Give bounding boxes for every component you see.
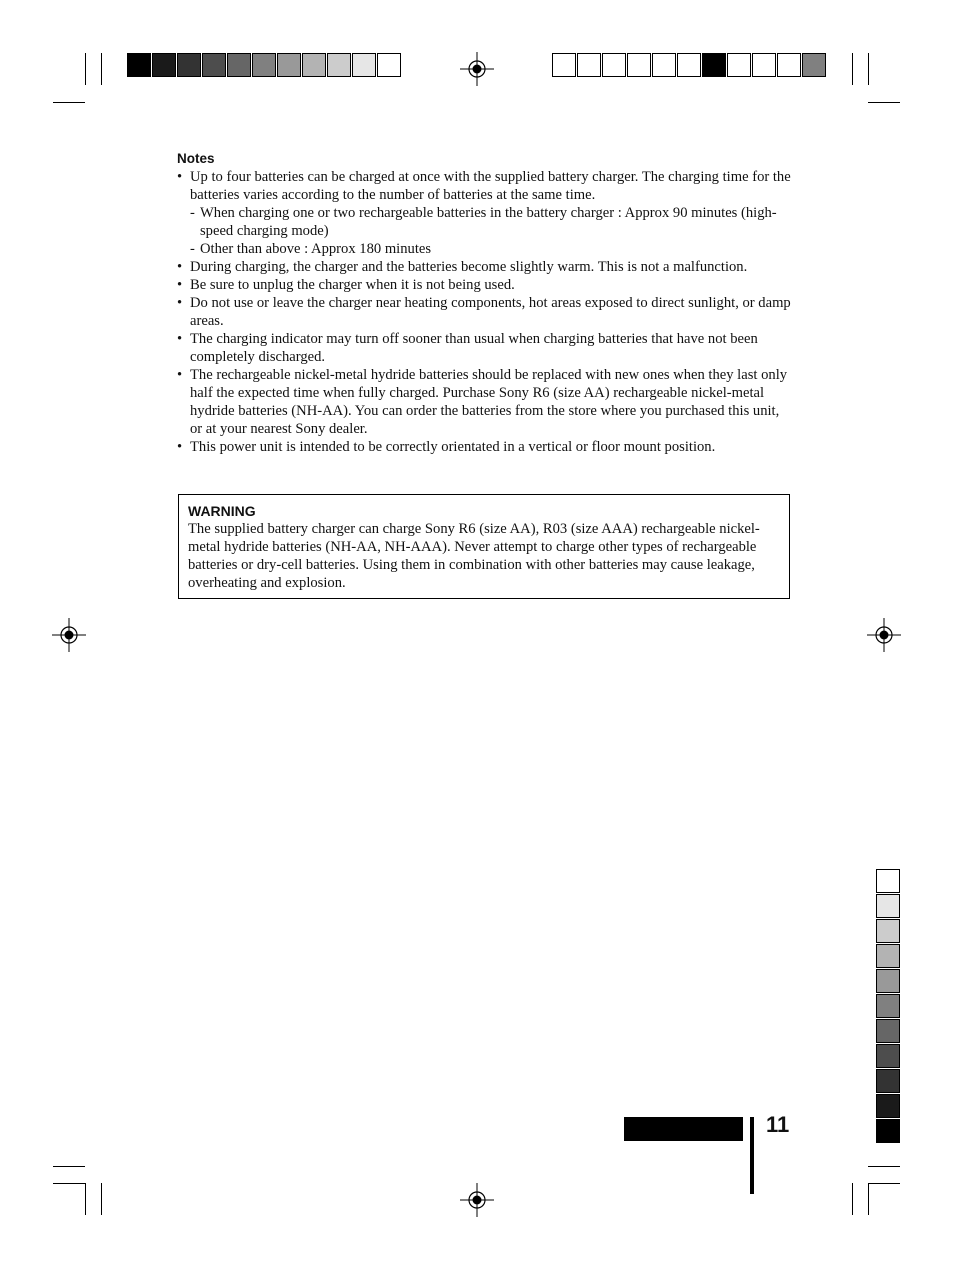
notes-heading: Notes xyxy=(177,151,215,166)
crop-mark xyxy=(868,1183,869,1215)
note-sub-item: - When charging one or two rechargeable batteries in the battery charger : Approx 90 minutes (high-speed charging mode) xyxy=(190,204,791,240)
color-swatch xyxy=(152,53,176,77)
note-item: • Do not use or leave the charger near heating components, hot areas exposed to direct sunlight, or damp areas. xyxy=(177,294,791,330)
note-item: • This power unit is intended to be correctly orientated in a vertical or floor mount position. xyxy=(177,438,791,456)
registration-mark-icon xyxy=(52,618,86,652)
color-swatch xyxy=(677,53,701,77)
note-item: • The charging indicator may turn off sooner than usual when charging batteries that have not been completely discharged. xyxy=(177,330,791,366)
crop-mark xyxy=(868,1166,900,1167)
color-swatch xyxy=(552,53,576,77)
section-tab-bar xyxy=(624,1117,743,1141)
color-swatch xyxy=(352,53,376,77)
color-swatch xyxy=(177,53,201,77)
color-swatch xyxy=(202,53,226,77)
note-item: • Be sure to unplug the charger when it is not being used. xyxy=(177,276,791,294)
color-swatch xyxy=(127,53,151,77)
color-swatch xyxy=(277,53,301,77)
color-swatch xyxy=(652,53,676,77)
warning-title: WARNING xyxy=(188,503,256,519)
note-sub-item: - Other than above : Approx 180 minutes xyxy=(190,240,791,258)
color-swatch xyxy=(876,1119,900,1143)
crop-mark xyxy=(85,53,86,85)
color-swatch xyxy=(876,969,900,993)
crop-mark xyxy=(101,1183,102,1215)
color-swatch xyxy=(252,53,276,77)
color-swatch xyxy=(876,869,900,893)
color-swatch xyxy=(876,1044,900,1068)
crop-mark xyxy=(101,53,102,85)
registration-mark-icon xyxy=(460,1183,494,1217)
gray-scale-bar-side xyxy=(876,869,900,1144)
notes-section xyxy=(177,150,791,456)
color-swatch xyxy=(876,919,900,943)
registration-bar-top xyxy=(552,53,827,77)
warning-text: The supplied battery charger can charge Sony R6 (size AA), R03 (size AAA) rechargeable nickel-metal hydride batteries (NH-AA, NH-AAA). Never attempt to charge other types of rechargeable batteries or dry-cell batteries. Using them in combination with other batteries may cause leakage, overheating and explosion. xyxy=(188,521,760,591)
color-swatch xyxy=(876,994,900,1018)
color-swatch xyxy=(377,53,401,77)
crop-mark xyxy=(852,53,853,85)
notes-list xyxy=(177,168,791,456)
crop-mark xyxy=(53,1166,85,1167)
color-swatch xyxy=(876,894,900,918)
crop-mark xyxy=(852,1183,853,1215)
page-number: 11 xyxy=(766,1112,790,1137)
note-item xyxy=(177,168,791,258)
page-number-rule xyxy=(750,1117,754,1194)
color-swatch xyxy=(627,53,651,77)
color-swatch xyxy=(876,1019,900,1043)
crop-mark xyxy=(53,1183,85,1184)
crop-mark xyxy=(868,53,869,85)
color-swatch xyxy=(302,53,326,77)
note-item: • During charging, the charger and the batteries become slightly warm. This is not a malfunction. xyxy=(177,258,791,276)
registration-mark-icon xyxy=(460,52,494,86)
note-sub-list xyxy=(190,204,791,258)
registration-mark-icon xyxy=(867,618,901,652)
crop-mark xyxy=(868,102,900,103)
color-swatch xyxy=(227,53,251,77)
gray-scale-bar-top xyxy=(127,53,402,77)
color-swatch xyxy=(802,53,826,77)
color-swatch xyxy=(752,53,776,77)
crop-mark xyxy=(85,1183,86,1215)
color-swatch xyxy=(577,53,601,77)
note-text: Up to four batteries can be charged at once with the supplied battery charger. The charging time for the batteries varies according to the number of batteries at the same time. xyxy=(190,169,791,203)
color-swatch xyxy=(876,944,900,968)
color-swatch xyxy=(602,53,626,77)
color-swatch xyxy=(327,53,351,77)
color-swatch xyxy=(876,1094,900,1118)
color-swatch xyxy=(876,1069,900,1093)
color-swatch xyxy=(702,53,726,77)
color-swatch xyxy=(727,53,751,77)
warning-box xyxy=(178,494,790,599)
note-item: • The rechargeable nickel-metal hydride batteries should be replaced with new ones when they last only half the expected time when fully charged. Purchase Sony R6 (size AA) rechargeable nickel-metal hydride batteries (NH-AA). You can order the batteries from the store where you purchased this unit, or at your nearest Sony dealer. xyxy=(177,366,791,438)
crop-mark xyxy=(53,102,85,103)
crop-mark xyxy=(868,1183,900,1184)
color-swatch xyxy=(777,53,801,77)
